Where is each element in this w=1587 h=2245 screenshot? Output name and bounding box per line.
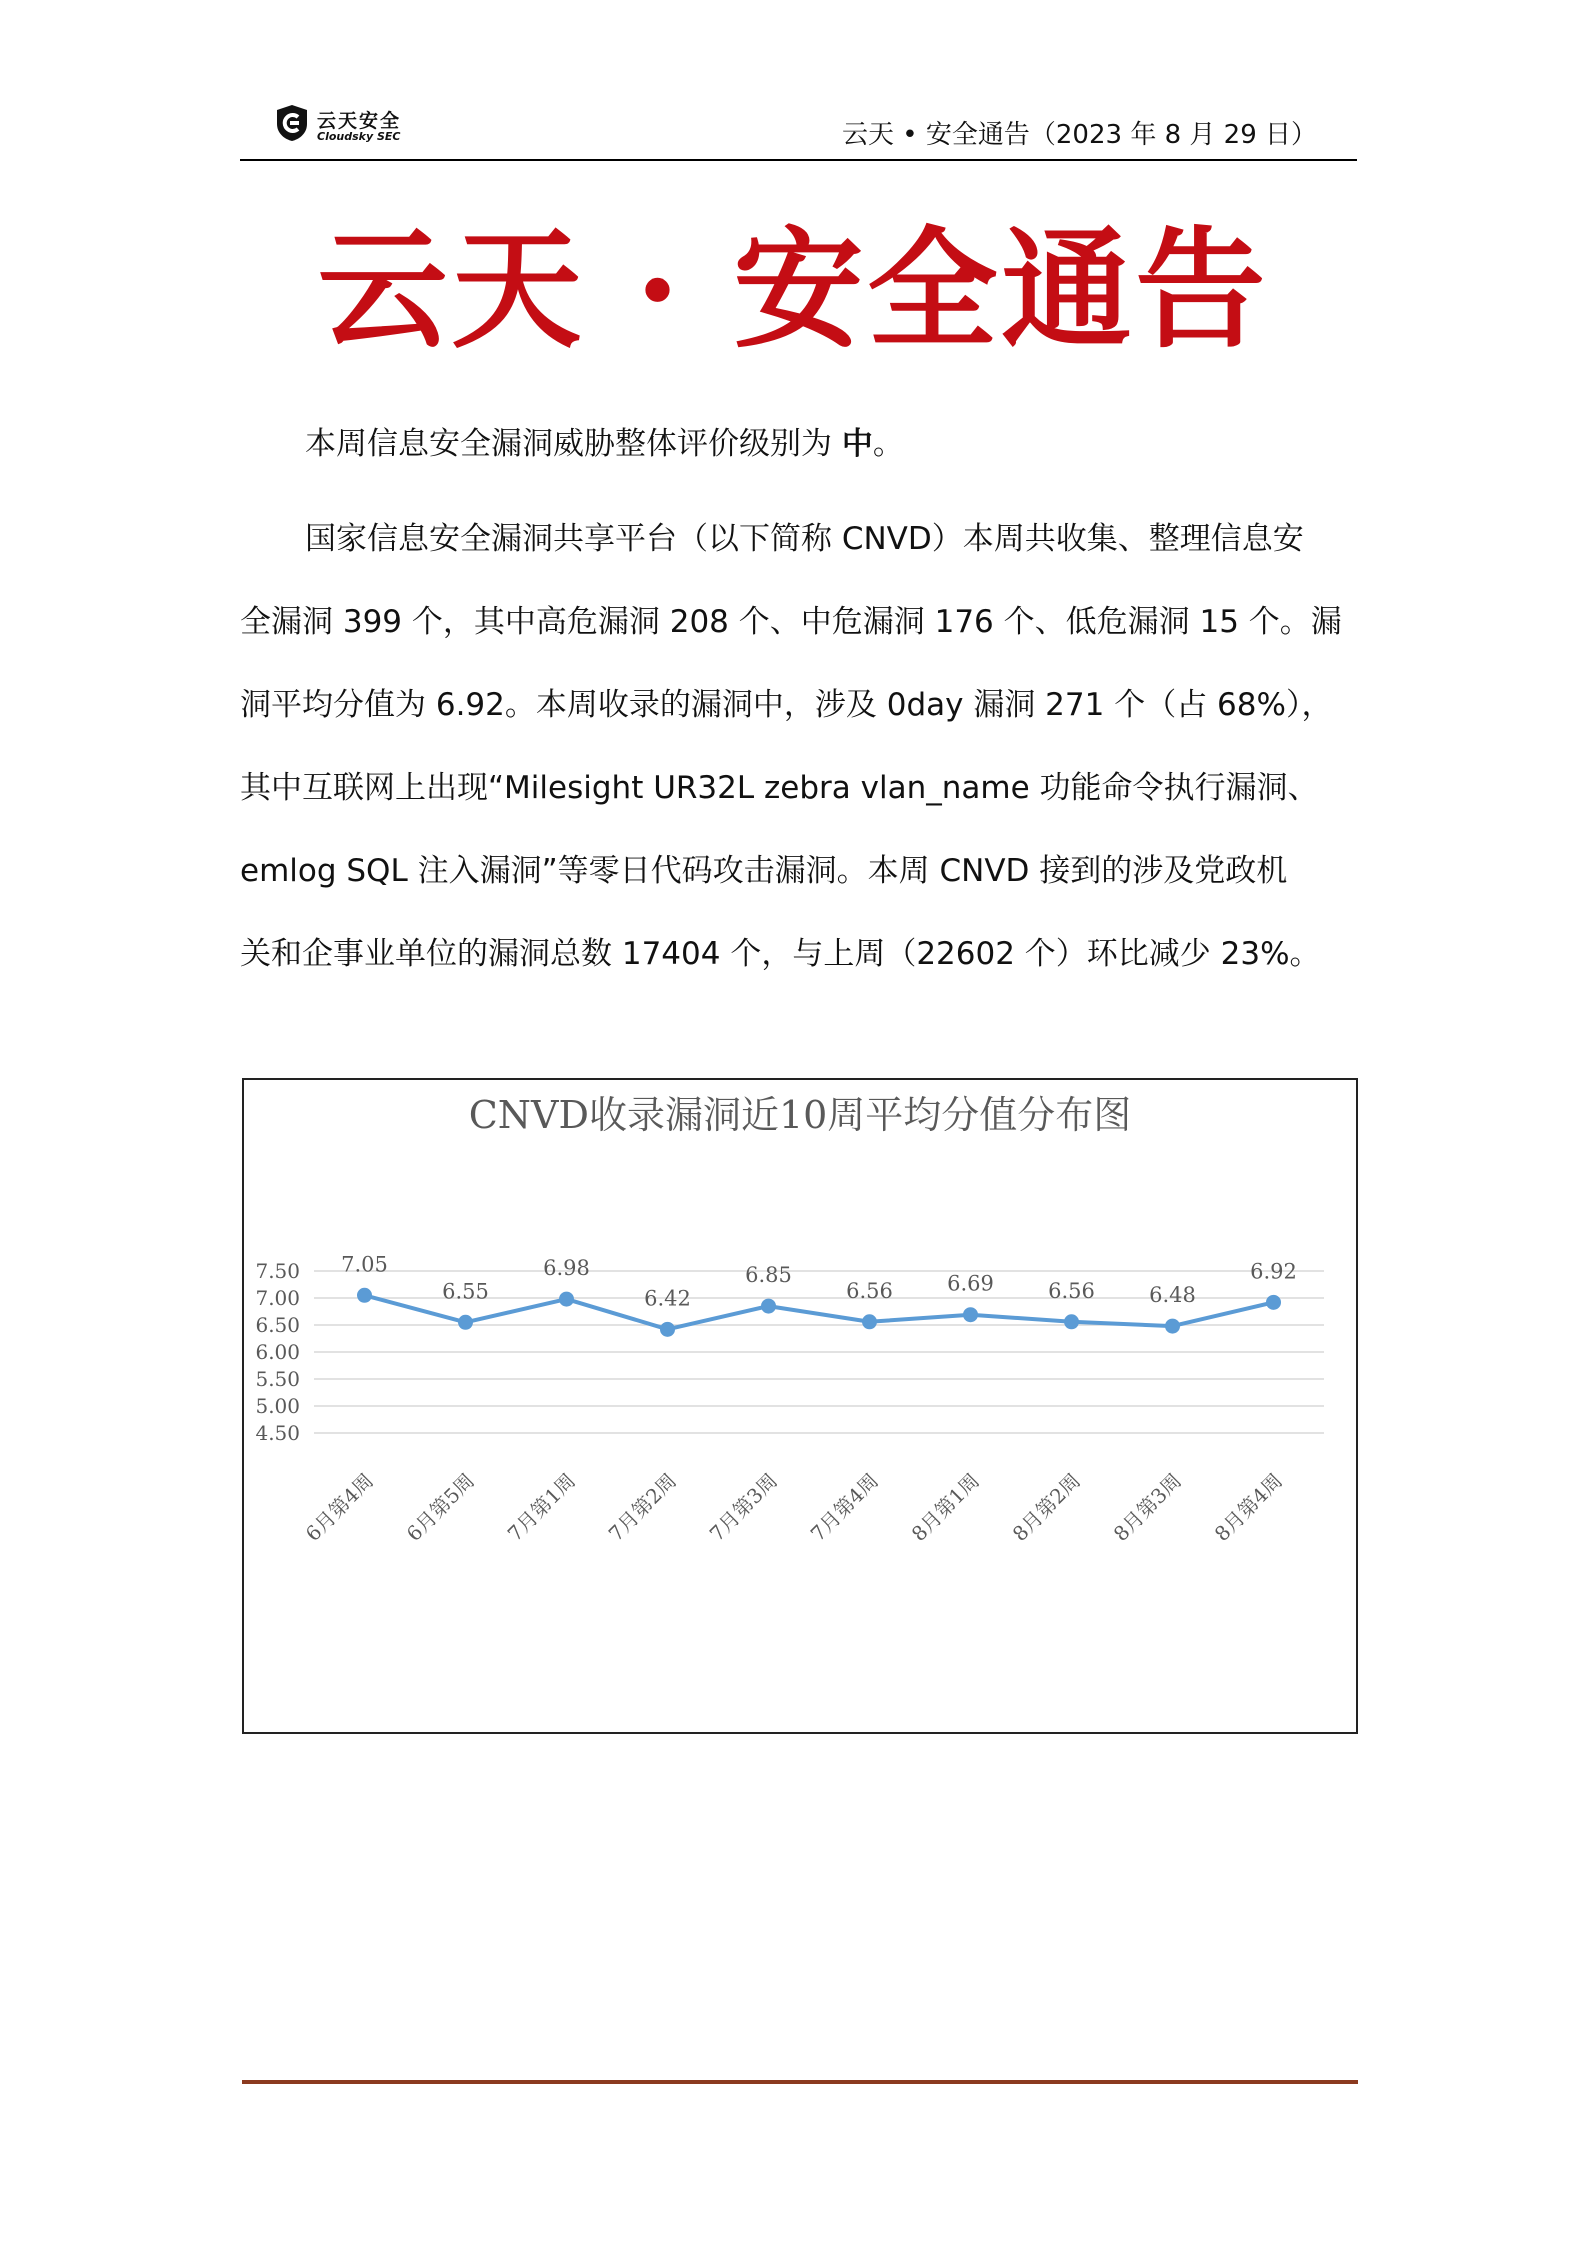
threat-level-paragraph <box>305 418 904 463</box>
data-label: 6.98 <box>543 1256 590 1281</box>
data-point <box>1165 1319 1180 1334</box>
series-line <box>365 1295 1274 1329</box>
threat-level-text: 本周信息安全漏洞威胁整体评价级别为 <box>305 426 832 462</box>
x-tick-label: 7月第4周 <box>805 1468 884 1546</box>
data-label: 6.42 <box>644 1286 691 1311</box>
summary-line: 关和企事业单位的漏洞总数 17404 个，与上周（22602 个）环比减少 23%。 <box>240 936 1321 972</box>
data-label: 6.56 <box>1048 1278 1095 1303</box>
summary-line: 国家信息安全漏洞共享平台（以下简称 CNVD）本周共收集、整理信息安 <box>305 521 1304 557</box>
data-point <box>1266 1295 1281 1310</box>
data-label: 6.56 <box>846 1278 893 1303</box>
y-tick-label: 6.00 <box>255 1340 300 1364</box>
summary-paragraph <box>240 498 1357 996</box>
y-tick-label: 5.00 <box>255 1394 300 1418</box>
x-tick-label: 8月第3周 <box>1108 1468 1187 1546</box>
logo-english-name: Cloudsky SEC <box>317 130 401 143</box>
x-tick-label: 8月第2周 <box>1007 1468 1086 1546</box>
page-title: 云天 · 安全通告 <box>317 213 1270 366</box>
data-point <box>761 1299 776 1314</box>
cloudsky-logo <box>275 98 415 148</box>
data-label: 6.55 <box>442 1279 489 1304</box>
threat-level-value: 中 <box>841 426 873 462</box>
page-header <box>240 92 1357 162</box>
chart-title: CNVD收录漏洞近10周平均分值分布图 <box>468 1093 1132 1137</box>
header-divider <box>240 159 1357 161</box>
data-label: 6.92 <box>1250 1259 1297 1284</box>
data-point <box>660 1322 675 1337</box>
summary-line: emlog SQL 注入漏洞”等零日代码攻击漏洞。本周 CNVD 接到的涉及党政机 <box>240 853 1288 889</box>
data-label: 6.48 <box>1149 1283 1196 1308</box>
x-tick-label: 7月第2周 <box>603 1468 682 1546</box>
threat-level-end: 。 <box>872 426 904 462</box>
data-point <box>963 1307 978 1322</box>
data-label: 6.85 <box>745 1263 792 1288</box>
score-chart <box>242 1078 1358 1734</box>
summary-line: 洞平均分值为 6.92。本周收录的漏洞中，涉及 0day 漏洞 271 个（占 68%）， <box>240 687 1333 723</box>
data-point <box>862 1314 877 1329</box>
y-tick-label: 4.50 <box>255 1421 300 1445</box>
x-tick-label: 8月第4周 <box>1209 1468 1288 1546</box>
y-tick-label: 7.50 <box>255 1259 300 1283</box>
data-label: 6.69 <box>947 1271 994 1296</box>
header-bulletin-date: 云天 • 安全通告（2023 年 8 月 29 日） <box>842 120 1317 150</box>
score-line-chart <box>244 1080 1356 1732</box>
footer-divider <box>242 2080 1358 2084</box>
x-tick-label: 7月第3周 <box>704 1468 783 1546</box>
data-label: 7.05 <box>341 1252 388 1277</box>
data-point <box>357 1288 372 1303</box>
summary-line: 其中互联网上出现“Milesight UR32L zebra vlan_name 功能命令执行漏洞、 <box>240 770 1319 806</box>
x-tick-label: 7月第1周 <box>502 1468 581 1546</box>
y-tick-label: 6.50 <box>255 1313 300 1337</box>
y-tick-label: 7.00 <box>255 1286 300 1310</box>
data-point <box>458 1315 473 1330</box>
x-tick-label: 6月第5周 <box>401 1468 480 1546</box>
y-tick-label: 5.50 <box>255 1367 300 1391</box>
summary-line: 全漏洞 399 个，其中高危漏洞 208 个、中危漏洞 176 个、低危漏洞 15 个。漏 <box>240 604 1342 640</box>
logo-chinese-name: 云天安全 <box>317 110 402 132</box>
x-tick-label: 8月第1周 <box>906 1468 985 1546</box>
data-point <box>1064 1314 1079 1329</box>
data-point <box>559 1292 574 1307</box>
shield-logo-icon <box>275 104 309 142</box>
x-tick-label: 6月第4周 <box>300 1468 379 1546</box>
